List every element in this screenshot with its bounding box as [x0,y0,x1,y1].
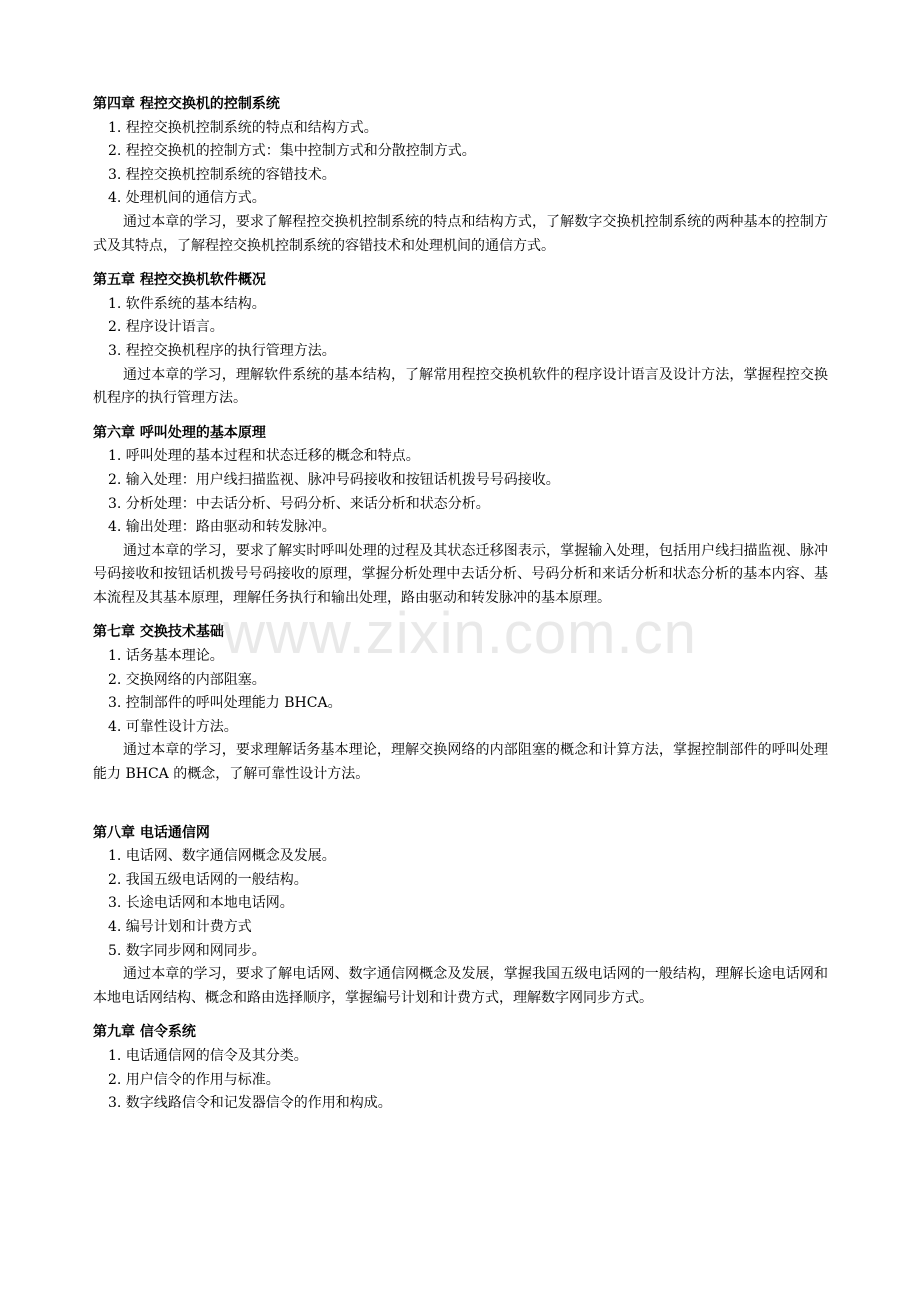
list-item: 2. 用户信令的作用与标准。 [108,1071,280,1088]
chapter-title: 第六章 呼叫处理的基本原理 [93,424,266,441]
list-item: 1. 程控交换机控制系统的特点和结构方式。 [108,119,378,136]
list-item: 1. 呼叫处理的基本过程和状态迁移的概念和特点。 [108,448,420,465]
chapter-summary: 通过本章的学习，要求理解话务基本理论，理解交换网络的内部阻塞的概念和计算方法，掌握控制部件的呼叫处理能力 BHCA 的概念，了解可靠性设计方法。 [93,742,828,783]
list-item: 2. 我国五级电话网的一般结构。 [108,871,308,888]
chapter-5 [93,269,828,411]
list-item: 4. 处理机间的通信方式。 [108,190,266,207]
list-item: 1. 话务基本理论。 [108,648,224,665]
chapter-4 [93,93,828,258]
chapter-title: 第八章 电话通信网 [93,824,210,841]
chapter-summary: 通过本章的学习，要求了解程控交换机控制系统的特点和结构方式，了解数字交换机控制系统的两种基本的控制方式及其特点，了解程控交换机控制系统的容错技术和处理机间的通信方式。 [93,213,828,254]
chapter-summary: 通过本章的学习，要求了解实时呼叫处理的过程及其状态迁移图表示，掌握输入处理，包括用户线扫描监视、脉冲号码接收和按钮话机拨号号码接收的原理，掌握分析处理中去话分析、号码分析和来话分析和状态分析的基本内容、基本流程及其基本原理，理解任务执行和输出处理，路由驱动和转发脉冲的基本原理。 [93,542,828,606]
list-item: 1. 电话通信网的信令及其分类。 [108,1047,308,1064]
chapter-title: 第七章 交换技术基础 [93,624,224,641]
list-item: 4. 可靠性设计方法。 [108,718,238,735]
chapter-9 [93,1021,828,1115]
list-item: 2. 输入处理：用户线扫描监视、脉冲号码接收和按钮话机拨号号码接收。 [108,471,560,488]
list-item: 1. 电话网、数字通信网概念及发展。 [108,848,336,865]
list-item: 3. 程控交换机控制系统的容错技术。 [108,166,336,183]
list-item: 2. 程序设计语言。 [108,319,224,336]
chapter-7 [93,621,828,786]
list-item: 5. 数字同步网和网同步。 [108,942,266,959]
list-item: 3. 分析处理：中去话分析、号码分析、来话分析和状态分析。 [108,495,490,512]
chapter-8 [93,822,828,1011]
list-item: 4. 编号计划和计费方式 [108,919,252,935]
list-item: 4. 输出处理：路由驱动和转发脉冲。 [108,519,336,536]
list-item: 1. 软件系统的基本结构。 [108,295,266,312]
document-page [93,93,828,1116]
chapter-title: 第四章 程控交换机的控制系统 [93,96,280,112]
chapter-title: 第五章 程控交换机软件概况 [93,272,266,289]
chapter-summary: 通过本章的学习，要求了解电话网、数字通信网概念及发展，掌握我国五级电话网的一般结构，理解长途电话网和本地电话网结构、概念和路由选择顺序，掌握编号计划和计费方式，理解数字网同步方式。 [93,966,828,1006]
list-item: 3. 长途电话网和本地电话网。 [108,895,294,912]
chapter-6 [93,422,828,611]
chapter-summary: 通过本章的学习，理解软件系统的基本结构，了解常用程控交换机软件的程序设计语言及设计方法，掌握程控交换机程序的执行管理方法。 [93,366,828,407]
chapter-title: 第九章 信令系统 [93,1024,196,1041]
list-item: 3. 数字线路信令和记发器信令的作用和构成。 [108,1095,392,1112]
list-item: 2. 程控交换机的控制方式：集中控制方式和分散控制方式。 [108,143,476,160]
list-item: 3. 程控交换机程序的执行管理方法。 [108,342,336,359]
watermark: www.zixin.com.cn [223,601,697,666]
list-item: 3. 控制部件的呼叫处理能力 BHCA。 [108,695,342,712]
list-item: 2. 交换网络的内部阻塞。 [108,671,266,688]
